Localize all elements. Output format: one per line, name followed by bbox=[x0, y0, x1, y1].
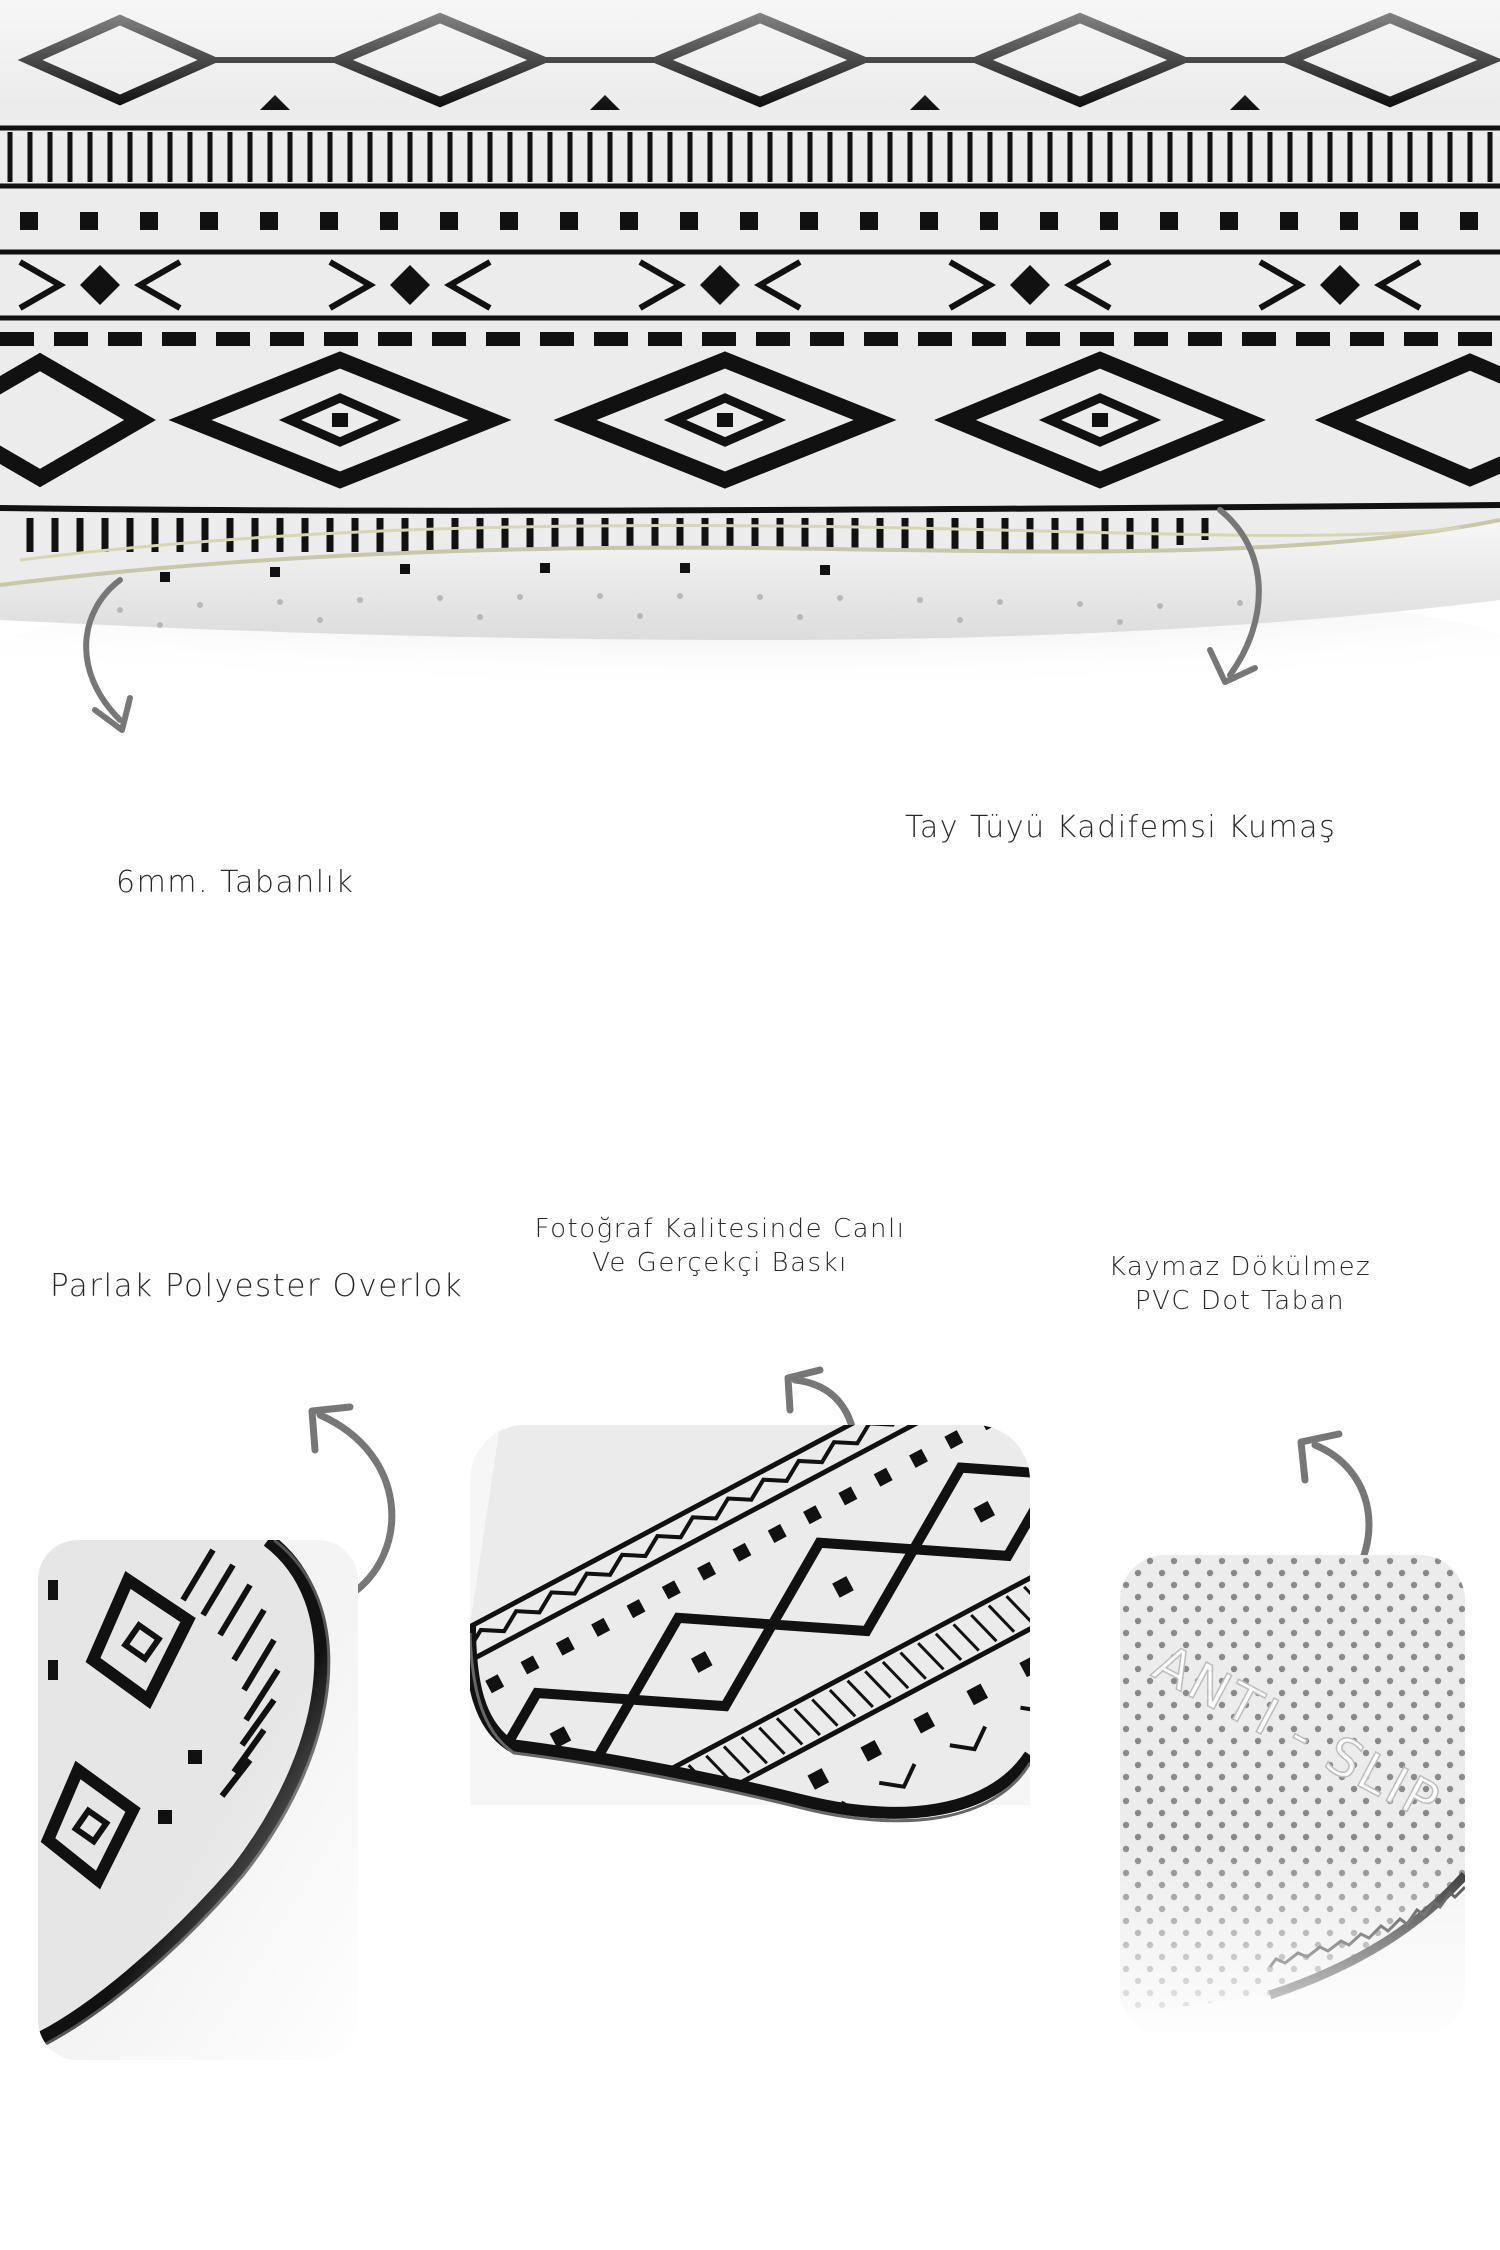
base-feature-title-line2: PVC Dot Taban bbox=[1134, 1286, 1346, 1316]
base-feature-title bbox=[1070, 1250, 1410, 1318]
anti-slip-closeup-image bbox=[1120, 1555, 1465, 2035]
print-feature-title-line1: Fotoğraf Kalitesinde Canlı bbox=[534, 1214, 906, 1244]
base-feature-title-line1: Kaymaz Dökülmez bbox=[1108, 1252, 1372, 1282]
curved-arrow-down-right-icon bbox=[1180, 500, 1290, 700]
curved-arrow-down-left-icon bbox=[60, 570, 170, 770]
print-feature-title bbox=[520, 1212, 920, 1280]
base-thickness-caption: 6mm. Tabanlık bbox=[116, 865, 355, 900]
overlock-feature-title: Parlak Polyester Overlok bbox=[50, 1268, 464, 1304]
print-closeup-image bbox=[470, 1425, 1030, 2035]
print-feature-title-line2: Ve Gerçekçi Baskı bbox=[592, 1248, 848, 1278]
fabric-caption: Tay Tüyü Kadifemsi Kumaş bbox=[905, 810, 1337, 845]
overlock-closeup-image bbox=[38, 1540, 358, 2060]
